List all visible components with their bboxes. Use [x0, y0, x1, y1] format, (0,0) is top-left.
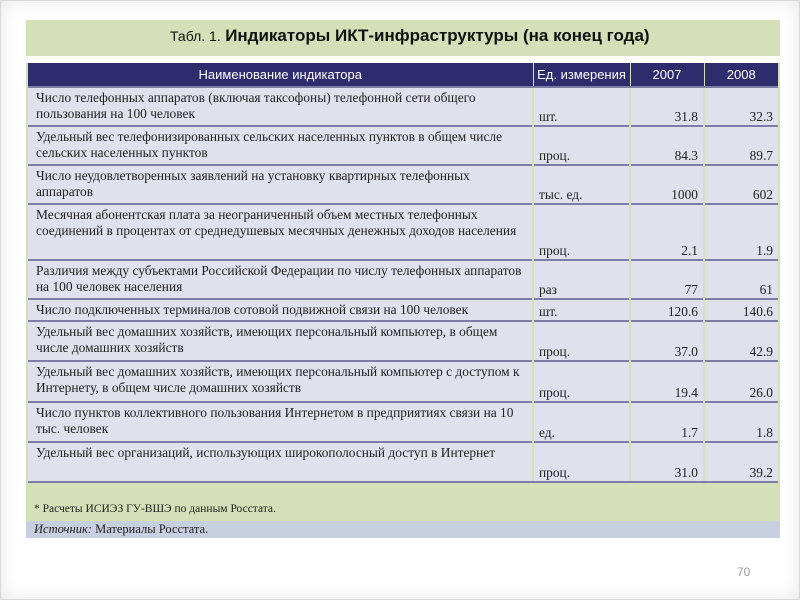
value-2008: 1.8 — [704, 402, 778, 442]
value-2008: 61 — [704, 260, 778, 299]
indicator-name: Удельный вес организаций, использующих широкополосный доступ в Интернет — [28, 442, 533, 482]
indicator-name: Число телефонных аппаратов (включая таксофоны) телефонной сети общего пользования на 100 человек — [28, 87, 533, 126]
value-2008: 26.0 — [704, 361, 778, 402]
page-number: 70 — [737, 565, 751, 579]
indicator-name: Удельный вес домашних хозяйств, имеющих персональный компьютер с доступом к Интернету, в общем числе домашних хозяйств — [28, 361, 533, 402]
table-row — [28, 361, 778, 402]
table-row — [28, 402, 778, 442]
value-2007: 31.0 — [630, 442, 704, 482]
value-2007: 1.7 — [630, 402, 704, 442]
indicator-unit: ед. — [533, 402, 630, 442]
value-2007: 77 — [630, 260, 704, 299]
value-2008: 140.6 — [704, 299, 778, 321]
source-bar — [26, 521, 780, 538]
footnote: * Расчеты ИСИЭЗ ГУ-ВШЭ по данным Росстата. — [34, 503, 276, 515]
indicator-unit: шт. — [533, 87, 630, 126]
table-header-row — [28, 63, 778, 87]
indicator-unit: проц. — [533, 442, 630, 482]
table-row — [28, 299, 778, 321]
value-2008: 89.7 — [704, 126, 778, 165]
value-2007: 31.8 — [630, 87, 704, 126]
indicator-unit: проц. — [533, 321, 630, 361]
table-row — [28, 165, 778, 204]
title-main: Индикаторы ИКТ-инфраструктуры (на конец года) — [225, 26, 650, 45]
title-bar — [26, 20, 780, 56]
value-2008: 42.9 — [704, 321, 778, 361]
header-2008: 2008 — [704, 63, 778, 87]
value-2008: 602 — [704, 165, 778, 204]
header-indicator: Наименование индикатора — [28, 63, 533, 87]
indicator-unit: проц. — [533, 361, 630, 402]
source-text: Материалы Росстата. — [95, 522, 209, 536]
indicator-unit: раз — [533, 260, 630, 299]
value-2008: 39.2 — [704, 442, 778, 482]
table-row — [28, 126, 778, 165]
header-unit: Ед. измерения — [533, 63, 630, 87]
value-2007: 19.4 — [630, 361, 704, 402]
indicator-unit: тыс. ед. — [533, 165, 630, 204]
indicator-name: Удельный вес телефонизированных сельских населенных пунктов в общем числе сельских населенных пунктов — [28, 126, 533, 165]
indicators-table — [28, 63, 778, 483]
indicator-unit: проц. — [533, 204, 630, 260]
value-2007: 1000 — [630, 165, 704, 204]
value-2007: 84.3 — [630, 126, 704, 165]
title-prefix: Табл. 1. — [170, 28, 221, 44]
indicator-name: Месячная абонентская плата за неограниченный объем местных телефонных соединений в процентах от среднедушевых месячных денежных доходов населения — [28, 204, 533, 260]
table-row — [28, 260, 778, 299]
indicator-unit: шт. — [533, 299, 630, 321]
value-2007: 120.6 — [630, 299, 704, 321]
source-line — [34, 522, 208, 537]
indicator-name: Удельный вес домашних хозяйств, имеющих персональный компьютер, в общем числе домашних хозяйств — [28, 321, 533, 361]
table-row — [28, 204, 778, 260]
table-title — [170, 26, 650, 46]
header-2007: 2007 — [630, 63, 704, 87]
value-2007: 2.1 — [630, 204, 704, 260]
indicator-unit: проц. — [533, 126, 630, 165]
table-panel — [26, 63, 780, 538]
indicator-name: Число неудовлетворенных заявлений на установку квартирных телефонных аппаратов — [28, 165, 533, 204]
indicator-name: Число подключенных терминалов сотовой подвижной связи на 100 человек — [28, 299, 533, 321]
value-2007: 37.0 — [630, 321, 704, 361]
source-label: Источник: — [34, 522, 92, 536]
value-2008: 32.3 — [704, 87, 778, 126]
table-row — [28, 321, 778, 361]
indicator-name: Число пунктов коллективного пользования Интернетом в предприятиях связи на 10 тыс. человек — [28, 402, 533, 442]
value-2008: 1.9 — [704, 204, 778, 260]
indicator-name: Различия между субъектами Российской Федерации по числу телефонных аппаратов на 100 человек населения — [28, 260, 533, 299]
table-row — [28, 87, 778, 126]
table-row — [28, 442, 778, 482]
